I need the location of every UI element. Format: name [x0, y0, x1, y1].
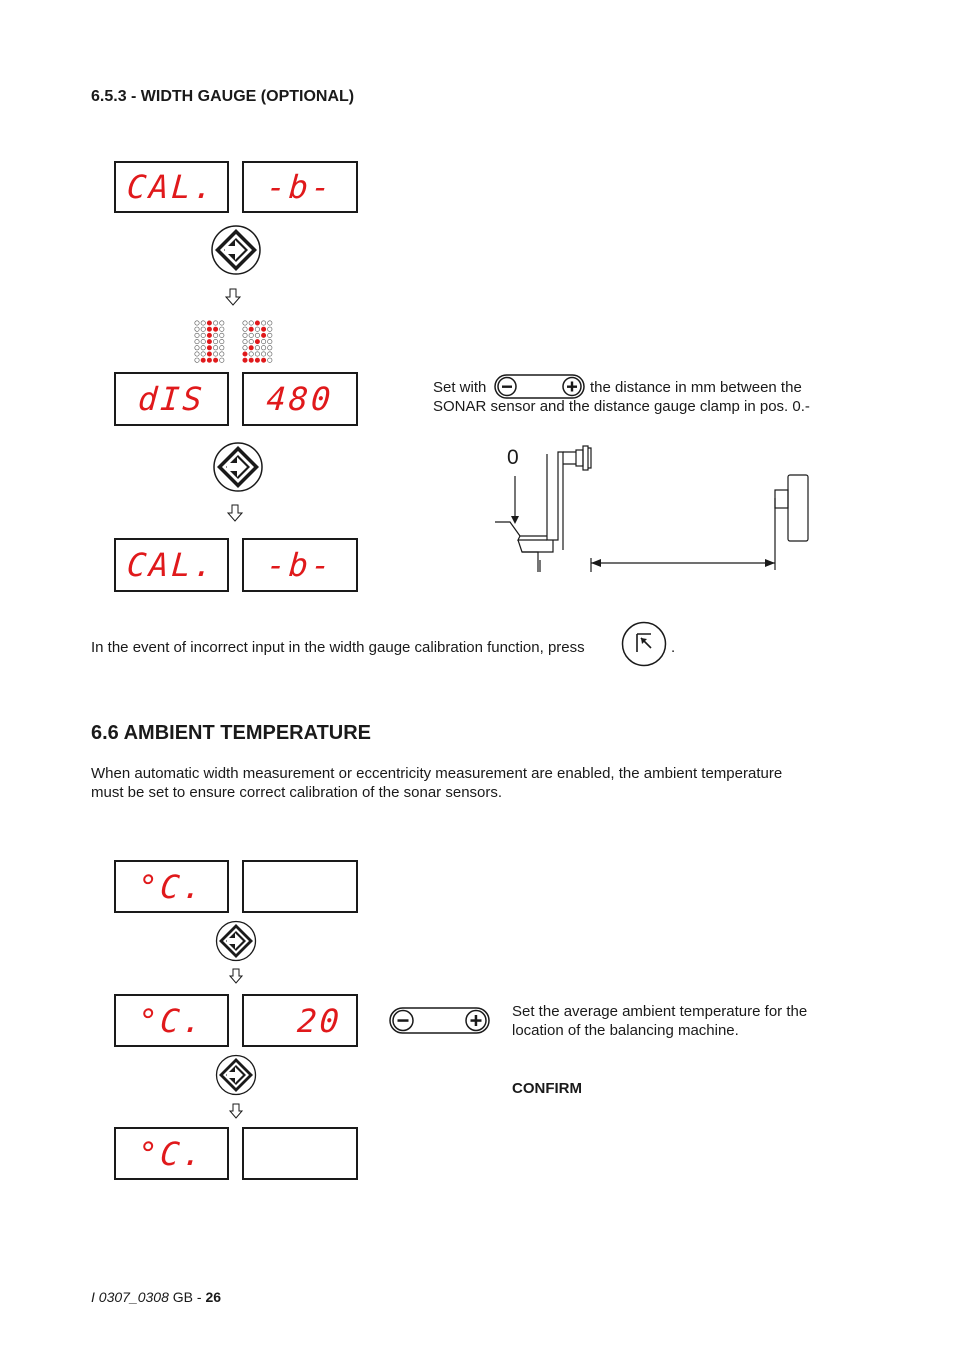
led-dot	[207, 333, 211, 337]
led-dot	[195, 321, 199, 325]
led-dot	[207, 327, 211, 331]
down-arrow-icon	[229, 1103, 243, 1119]
led-dot	[220, 321, 224, 325]
ambient-para-line1: When automatic width measurement or eccentricity measurement are enabled, the ambient temperature	[91, 765, 783, 782]
enter-arrow-icon[interactable]	[215, 920, 257, 962]
led-dot	[243, 333, 247, 337]
led-dot	[207, 358, 211, 362]
led-dot	[243, 352, 247, 356]
led-dot	[268, 352, 272, 356]
led-dot	[255, 333, 259, 337]
led-dot	[207, 346, 211, 350]
led-dot	[243, 358, 247, 362]
footer-sep: -	[196, 1289, 202, 1305]
down-arrow-icon	[225, 288, 241, 306]
temp-display-left-3-text: °C.	[136, 1134, 207, 1173]
led-dot	[268, 333, 272, 337]
ambient-instruction-line1: Set the average ambient temperature for the	[512, 1003, 808, 1020]
escape-icon[interactable]	[621, 621, 667, 667]
footer-doc: I 0307_0308	[91, 1289, 169, 1305]
led-dot	[213, 321, 217, 325]
led-dot	[261, 346, 265, 350]
led-dot	[207, 321, 211, 325]
minus-plus-rocker-icon[interactable]	[389, 1007, 491, 1035]
led-dot	[249, 327, 253, 331]
led-dot	[207, 352, 211, 356]
display-right-3-text: -b-	[265, 546, 335, 584]
instruction-width-gauge-line2: SONAR sensor and the distance gauge clamp in pos. 0.-	[433, 398, 810, 415]
temp-display-left-2	[114, 994, 229, 1047]
led-dot	[261, 327, 265, 331]
confirm-label: CONFIRM	[512, 1080, 582, 1097]
led-dot	[195, 352, 199, 356]
led-dot	[249, 321, 253, 325]
led-dot	[249, 358, 253, 362]
display-right-2	[242, 372, 358, 426]
display-left-3	[114, 538, 229, 592]
temp-display-right-1-text	[242, 862, 357, 911]
led-dot	[220, 358, 224, 362]
led-matrix-icon	[194, 320, 226, 366]
display-right-1	[242, 161, 358, 213]
led-dot	[201, 327, 205, 331]
led-dot	[249, 339, 253, 343]
temp-display-right-1	[242, 860, 358, 913]
led-dot	[201, 346, 205, 350]
led-dot	[195, 346, 199, 350]
gauge-zero-label: 0	[507, 446, 519, 469]
temp-display-left-3	[114, 1127, 229, 1180]
led-dot	[201, 352, 205, 356]
instruction-width-gauge-prefix: Set with	[433, 379, 487, 396]
led-dot	[213, 339, 217, 343]
enter-arrow-icon[interactable]	[212, 441, 264, 493]
led-dot	[195, 333, 199, 337]
led-dot	[255, 346, 259, 350]
footer-lang: GB	[172, 1289, 193, 1305]
enter-arrow-icon[interactable]	[215, 1054, 257, 1096]
led-dot	[213, 346, 217, 350]
display-left-2-text: dIS	[136, 380, 207, 418]
width-gauge-diagram	[490, 440, 820, 580]
led-dot	[261, 333, 265, 337]
led-dot	[201, 339, 205, 343]
temp-display-left-1	[114, 860, 229, 913]
temp-display-right-2-text: 20	[296, 1001, 344, 1040]
display-left-1	[114, 161, 229, 213]
section-title-ambient-temperature: 6.6 AMBIENT TEMPERATURE	[91, 722, 372, 744]
led-dot	[268, 327, 272, 331]
led-dot	[220, 333, 224, 337]
display-left-1-text: CAL.	[125, 168, 218, 206]
temp-display-right-3-text	[242, 1129, 357, 1178]
led-dot	[195, 358, 199, 362]
ambient-para-line2: must be set to ensure correct calibration of the sonar sensors.	[91, 784, 503, 801]
led-dot	[195, 339, 199, 343]
enter-arrow-icon[interactable]	[210, 224, 262, 276]
led-dot	[261, 339, 265, 343]
temp-display-left-2-text: °C.	[136, 1001, 207, 1040]
led-dot	[213, 352, 217, 356]
led-dot	[213, 333, 217, 337]
led-dot	[261, 321, 265, 325]
led-dot	[255, 327, 259, 331]
display-right-1-text: -b-	[265, 168, 335, 206]
section-title-width-gauge: 6.5.3 - WIDTH GAUGE (OPTIONAL)	[91, 88, 355, 105]
temp-display-right-2	[242, 994, 358, 1047]
led-dot	[201, 333, 205, 337]
led-dot	[207, 339, 211, 343]
led-dot	[243, 327, 247, 331]
instruction-width-gauge-line1: the distance in mm between the	[590, 379, 802, 396]
led-dot	[220, 346, 224, 350]
footer	[91, 1289, 221, 1305]
led-dot	[249, 333, 253, 337]
display-left-2	[114, 372, 229, 426]
led-dot	[243, 346, 247, 350]
led-dot	[249, 352, 253, 356]
led-dot	[220, 327, 224, 331]
down-arrow-icon	[227, 504, 243, 522]
incorrect-input-end: .	[671, 639, 676, 656]
led-dot	[261, 352, 265, 356]
ambient-instruction-line2: location of the balancing machine.	[512, 1022, 739, 1039]
footer-page: 26	[205, 1289, 222, 1305]
led-dot	[213, 327, 217, 331]
led-dot	[249, 346, 253, 350]
led-dot	[261, 358, 265, 362]
led-dot	[268, 321, 272, 325]
led-dot	[243, 321, 247, 325]
led-dot	[268, 358, 272, 362]
led-dot	[220, 339, 224, 343]
display-right-2-text: 480	[265, 380, 335, 418]
led-dot	[243, 339, 247, 343]
led-dot	[268, 339, 272, 343]
led-dot	[195, 327, 199, 331]
led-dot	[201, 321, 205, 325]
led-dot	[268, 346, 272, 350]
led-dot	[220, 352, 224, 356]
display-left-3-text: CAL.	[125, 546, 218, 584]
led-dot	[255, 358, 259, 362]
led-dot	[255, 352, 259, 356]
led-dot	[255, 321, 259, 325]
led-dot	[201, 358, 205, 362]
display-right-3	[242, 538, 358, 592]
down-arrow-icon	[229, 968, 243, 984]
led-matrix-icon	[242, 320, 274, 366]
temp-display-right-3	[242, 1127, 358, 1180]
incorrect-input-text: In the event of incorrect input in the width gauge calibration function, press	[91, 639, 585, 656]
temp-display-left-1-text: °C.	[136, 867, 207, 906]
led-dot	[255, 339, 259, 343]
led-dot	[213, 358, 217, 362]
